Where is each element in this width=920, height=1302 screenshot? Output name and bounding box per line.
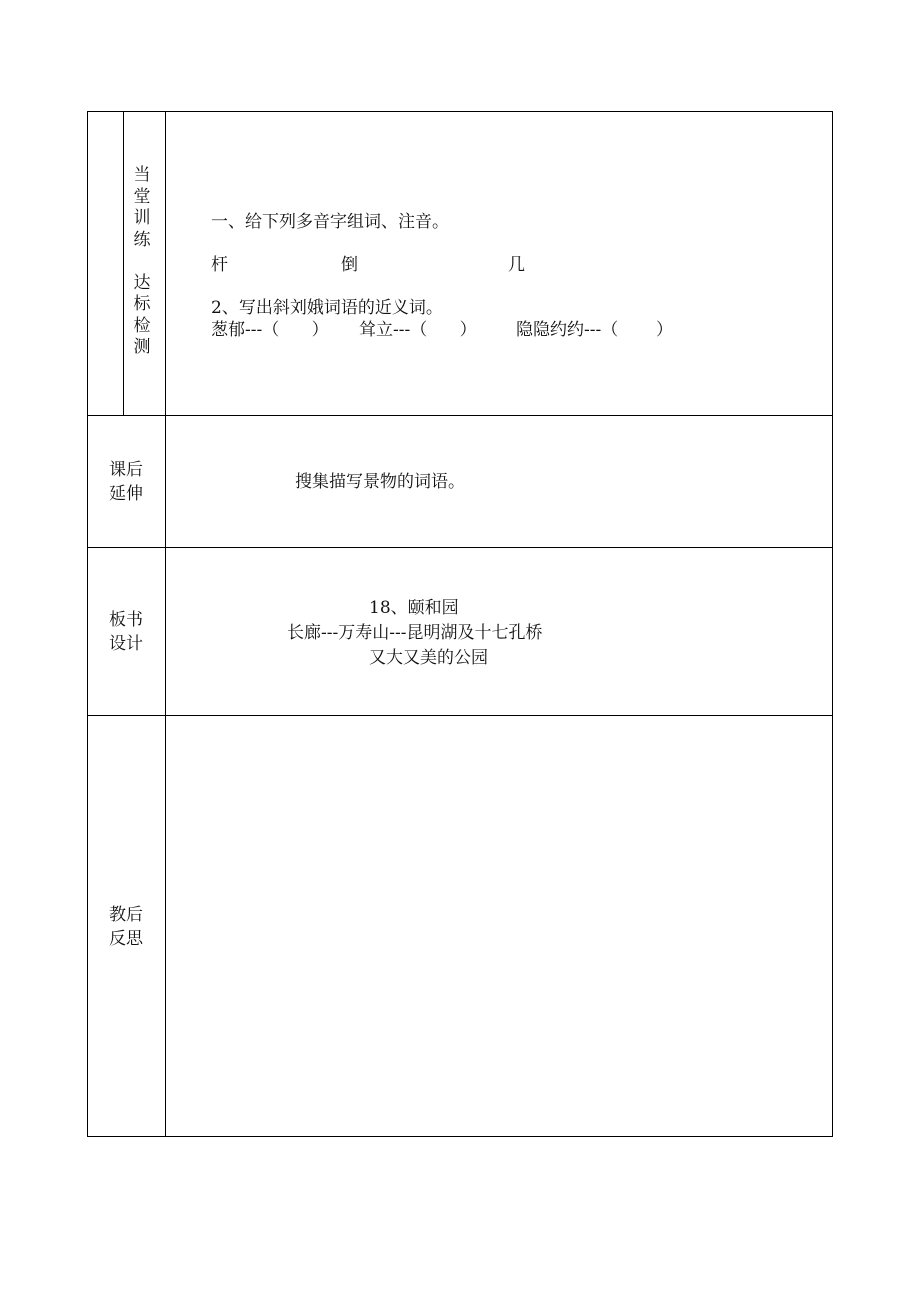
extension-label: 课后 延伸 bbox=[109, 460, 143, 504]
row-divider-2 bbox=[87, 547, 833, 548]
table-border-top bbox=[87, 111, 833, 112]
q2-item: 葱郁---（ ） bbox=[211, 320, 329, 340]
practice-inner-divider bbox=[123, 111, 124, 416]
q1-char: 倒 bbox=[341, 255, 358, 275]
label-column-divider bbox=[165, 111, 166, 1137]
table-border-bottom bbox=[87, 1136, 833, 1137]
q2-item: 耸立---（ ） bbox=[359, 320, 477, 340]
q2-title: 2、写出斜刘娥词语的近义词。 bbox=[211, 298, 443, 318]
board-label: 板书 设计 bbox=[109, 610, 143, 654]
board-title: 18、颐和园 bbox=[369, 598, 459, 618]
q2-item: 隐隐约约---（ ） bbox=[516, 320, 674, 340]
board-line: 长廊---万寿山---昆明湖及十七孔桥 bbox=[287, 623, 543, 643]
board-line: 又大又美的公园 bbox=[369, 648, 488, 668]
reflection-label: 教后 反思 bbox=[109, 905, 143, 949]
extension-content: 搜集描写景物的词语。 bbox=[295, 472, 465, 492]
q1-char: 几 bbox=[508, 255, 525, 275]
q1-char: 杆 bbox=[211, 255, 228, 275]
row-divider-1 bbox=[87, 415, 833, 416]
q1-title: 一、给下列多音字组词、注音。 bbox=[211, 212, 449, 232]
practice-label: 当 堂 训 练 达 标 检 测 bbox=[133, 165, 151, 357]
row-divider-3 bbox=[87, 715, 833, 716]
table-border-right bbox=[832, 111, 833, 1137]
